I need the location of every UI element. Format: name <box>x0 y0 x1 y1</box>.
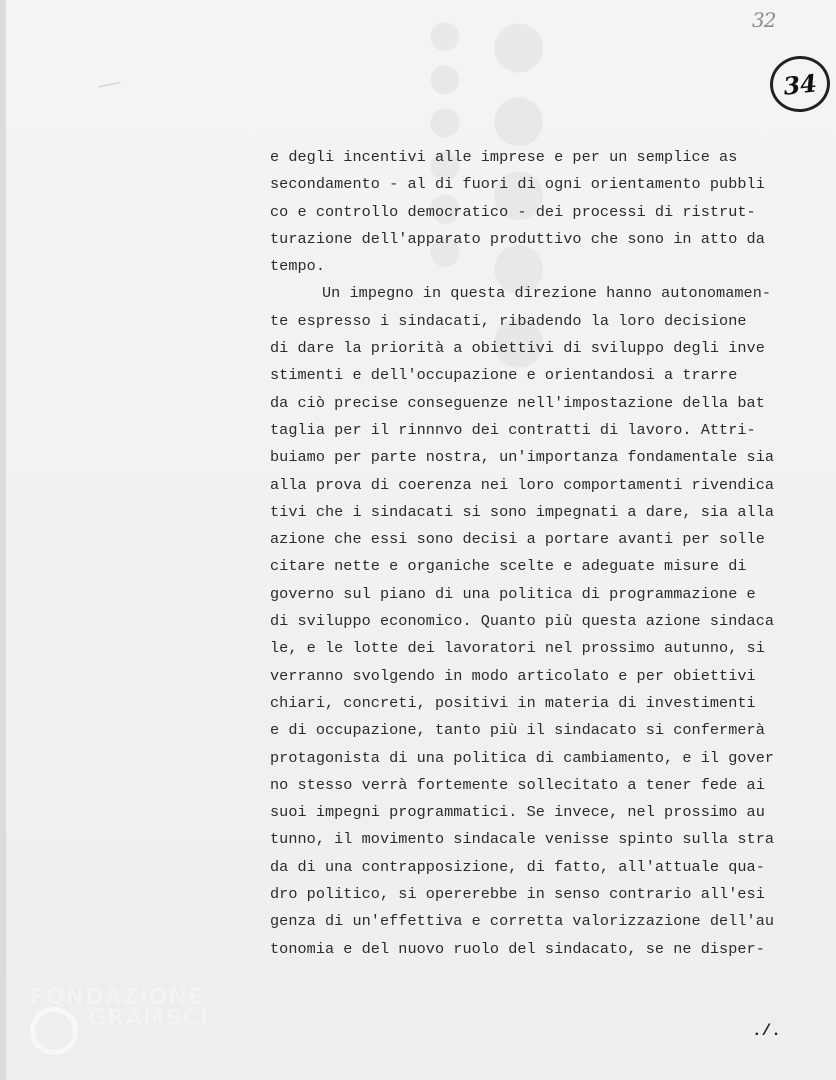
text-line: azione che essi sono decisi a portare avanti per solle <box>270 530 765 549</box>
text-line: tunno, il movimento sindacale venisse spinto sulla stra <box>270 830 775 849</box>
text-line: buiamo per parte nostra, un'importanza fondamentale sia <box>270 448 775 467</box>
archive-logo-ring-icon <box>30 1007 78 1055</box>
circled-page-number <box>767 53 833 115</box>
continuation-mark: ./. <box>752 1022 781 1040</box>
text-line: secondamento - al di fuori di ogni orientamento pubbli <box>270 175 765 194</box>
text-line: le, e le lotte dei lavoratori nel prossimo autunno, si <box>270 639 765 658</box>
text-line: verranno svolgendo in modo articolato e per obiettivi <box>270 666 756 685</box>
pencil-page-number: 32 <box>752 8 776 32</box>
text-line: chiari, concreti, positivi in materia di investimenti <box>270 693 756 712</box>
text-line: stimenti e dell'occupazione e orientandosi a trarre <box>270 366 738 385</box>
text-line: no stesso verrà fortemente sollecitato a tener fede ai <box>270 775 765 794</box>
text-line: te espresso i sindacati, ribadendo la loro decisione <box>270 311 747 330</box>
text-line: di dare la priorità a obiettivi di sviluppo degli inve <box>270 339 765 358</box>
circled-page-number-text: 34 <box>781 67 819 101</box>
text-line: tonomia e del nuovo ruolo del sindacato, se ne disper- <box>270 939 765 958</box>
text-line: alla prova di coerenza nei loro comportamenti rivendica <box>270 475 775 494</box>
archive-logo <box>30 985 210 1045</box>
text-line: suoi impegni programmatici. Se invece, nel prossimo au <box>270 803 765 822</box>
text-line: e degli incentivi alle imprese e per un semplice as <box>270 148 738 166</box>
stray-pencil-mark <box>99 82 124 101</box>
text-line: tivi che i sindacati si sono impegnati a dare, sia alla <box>270 502 775 521</box>
text-line: da ciò precise conseguenze nell'impostazione della bat <box>270 393 765 412</box>
archive-logo-line1: FONDAZIONE <box>30 985 204 1010</box>
text-line: genza di un'effettiva e corretta valorizzazione dell'au <box>270 912 775 931</box>
text-line: Un impegno in questa direzione hanno autonomamen- <box>322 284 772 303</box>
text-line: protagonista di una politica di cambiamento, e il gover <box>270 748 775 767</box>
text-line: turazione dell'apparato produttivo che sono in atto da <box>270 229 765 248</box>
text-line: tempo. <box>270 257 325 276</box>
text-line: taglia per il rinnnvo dei contratti di lavoro. Attri- <box>270 420 756 439</box>
text-line: di sviluppo economico. Quanto più questa azione sindaca <box>270 612 775 631</box>
archive-logo-line2: GRAMSCI <box>88 1006 210 1031</box>
text-line: co e controllo democratico - dei processi di ristrut- <box>270 202 756 221</box>
page-edge <box>0 0 6 1080</box>
text-line: citare nette e organiche scelte e adeguate misure di <box>270 557 747 576</box>
text-line: governo sul piano di una politica di programmazione e <box>270 584 756 603</box>
text-line: dro politico, si opererebbe in senso contrario all'esi <box>270 885 765 904</box>
text-line: da di una contrapposizione, di fatto, all'attuale qua- <box>270 857 765 876</box>
text-line: e di occupazione, tanto più il sindacato si confermerà <box>270 721 765 740</box>
typewritten-body <box>270 144 830 963</box>
